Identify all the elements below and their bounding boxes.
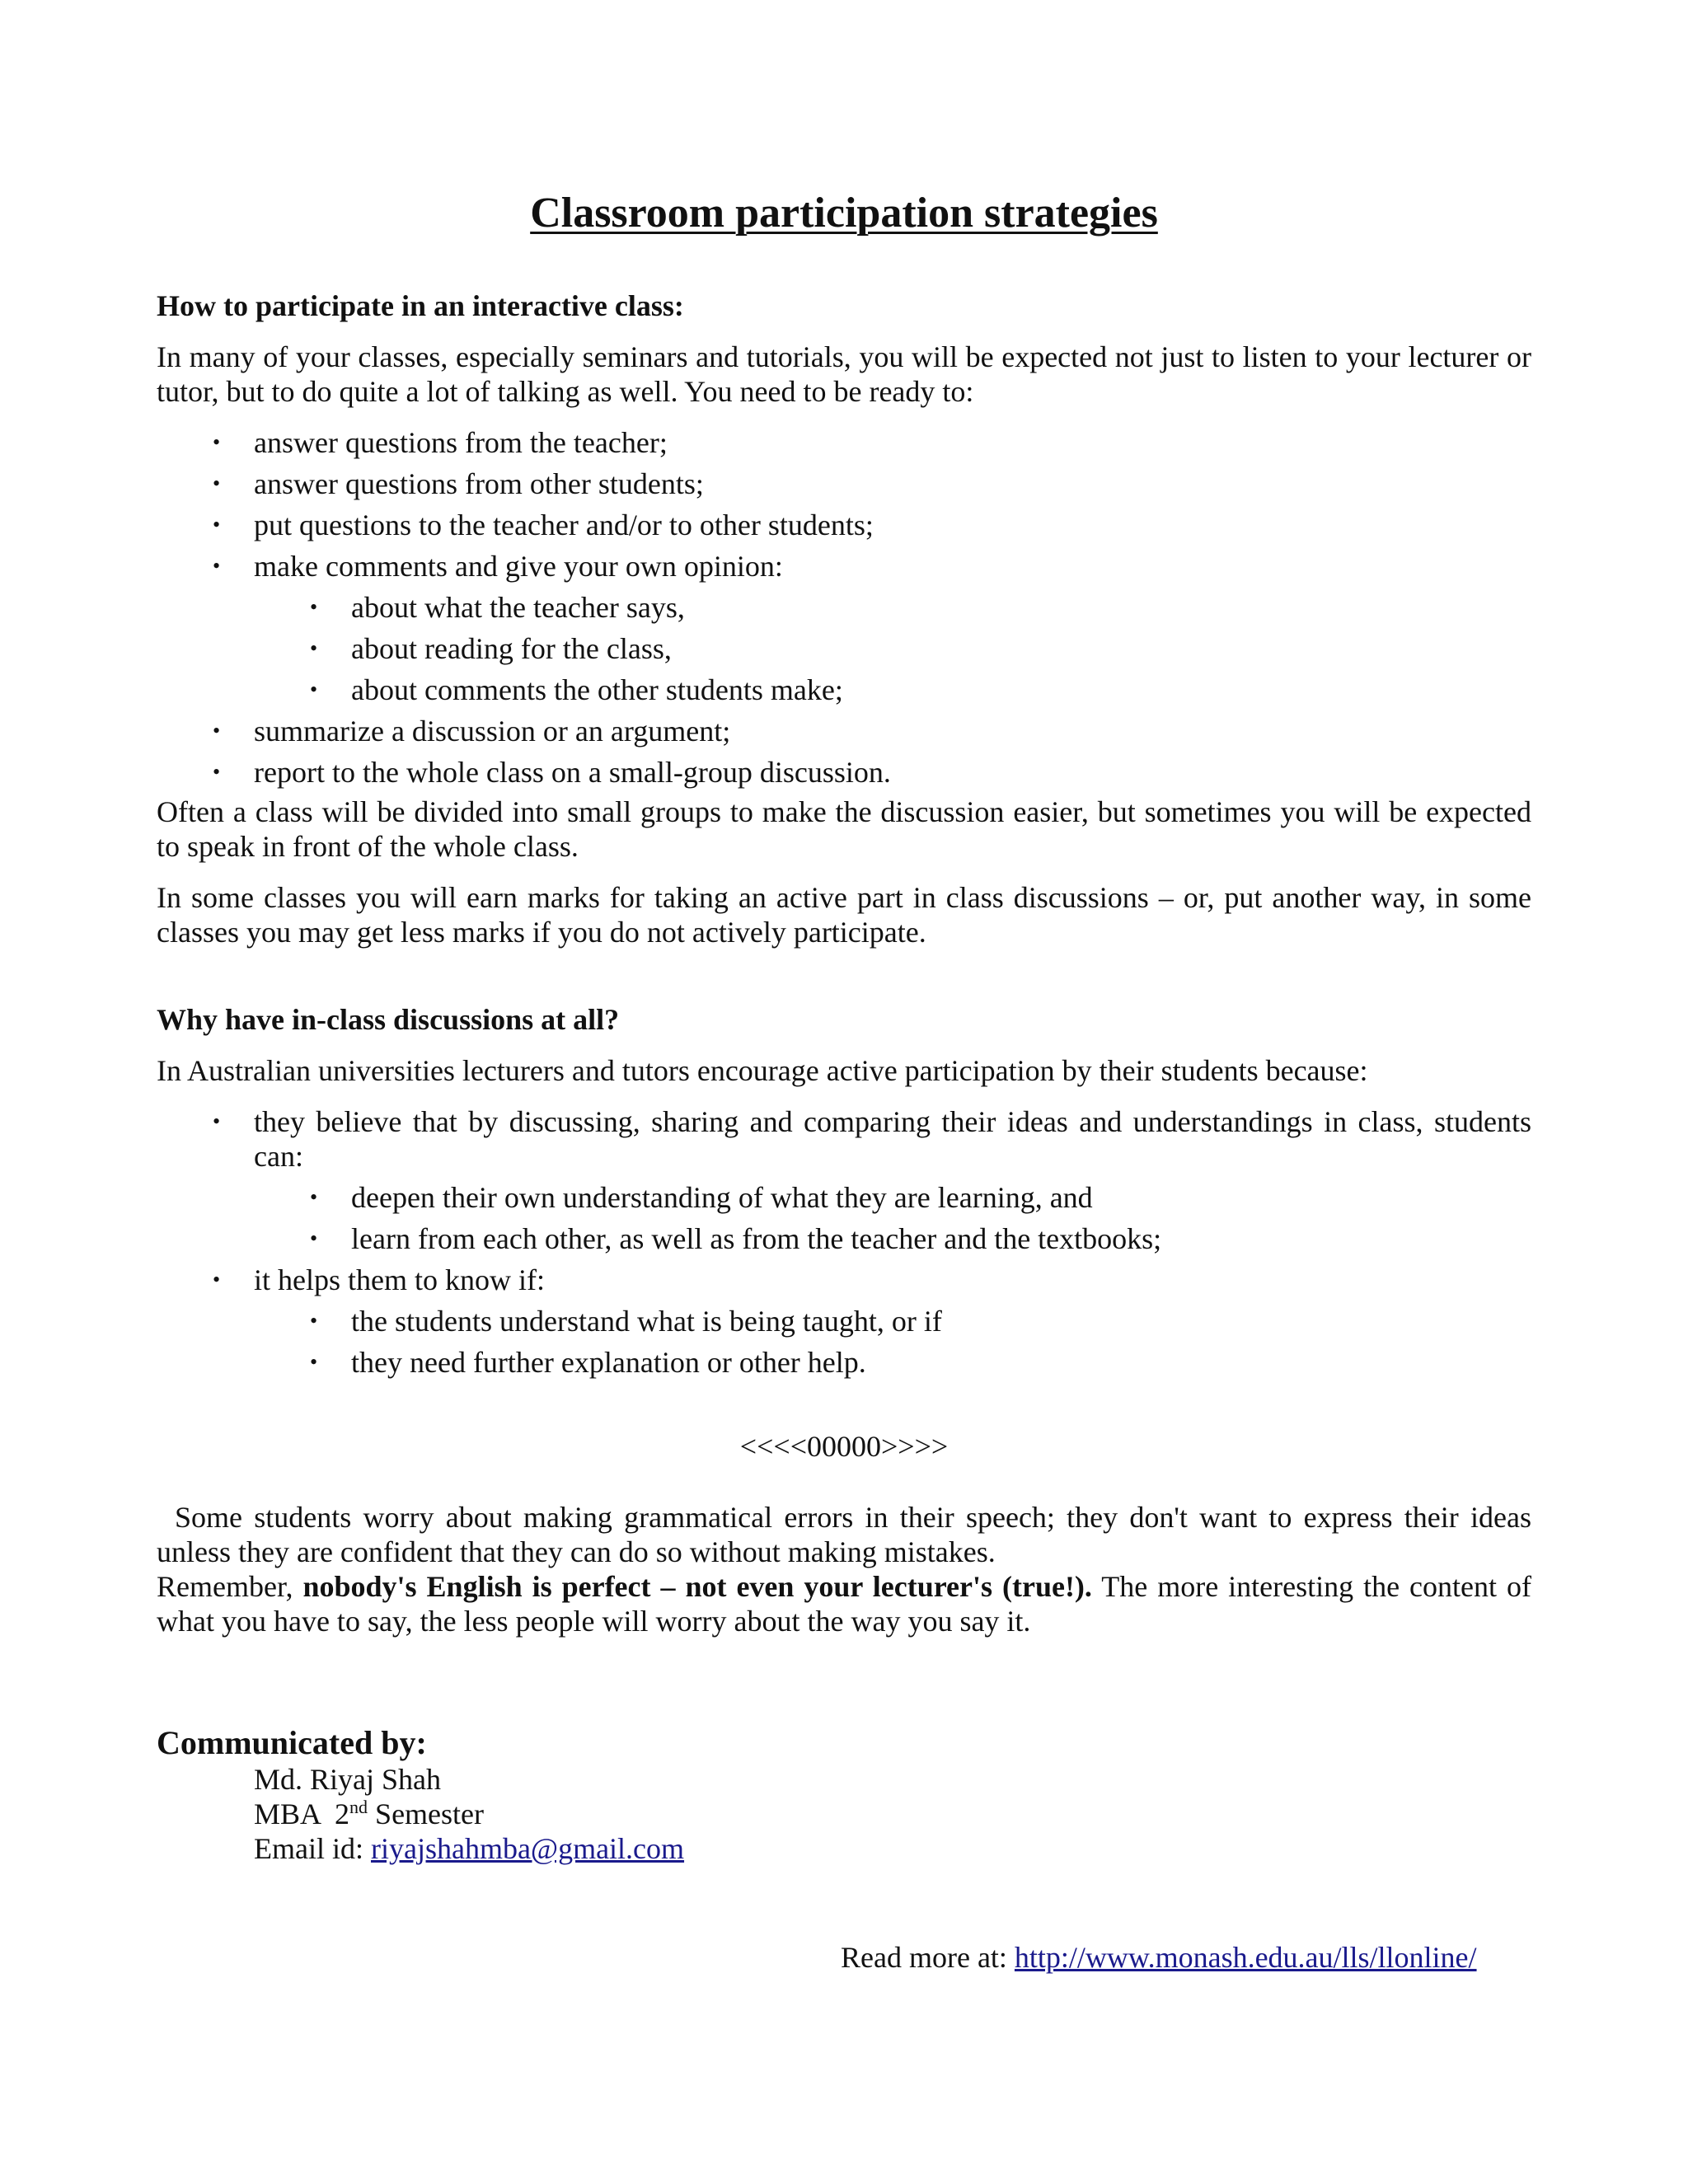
paragraph-groups: Often a class will be divided into small groups to make the discussion easier, but sometimes you will be expected to speak in front of the whole class. [157,795,1531,863]
read-more-label: Read more at: [841,1941,1015,1974]
list-item: • summarize a discussion or an argument; [213,715,731,748]
section-participate [157,288,1531,949]
sublist-item: • about reading for the class, [310,632,672,665]
author-details [157,1762,1531,1866]
closing-section [157,1500,1531,1638]
participate-list [157,425,1531,790]
sublist-item: • learn from each other, as well as from the teacher and the textbooks; [310,1222,1162,1255]
know-sublist [254,1304,1531,1380]
bullet-icon: • [310,1185,318,1209]
section-intro-why: In Australian universities lecturers and tutors encourage active participation by their students because: [157,1054,1368,1087]
bullet-icon: • [310,1350,318,1374]
read-more-link[interactable]: http://www.monash.edu.au/lls/llonline/ [1014,1941,1477,1974]
list-item: • make comments and give your own opinion: • about what the teacher says, • about reading for the class, • about comments the other students make; [157,549,1531,707]
bullet-icon: • [213,1109,221,1133]
sublist-item: • about what the teacher says, [310,591,685,624]
sublist-item: • the students understand what is being taught, or if [310,1305,942,1338]
bullet-icon: • [310,636,318,660]
section-heading-participate: How to participate in an interactive class: [157,289,684,322]
bullet-icon: • [213,471,221,495]
list-item: • they believe that by discussing, sharing and comparing their ideas and understandings in class, students can: • deepen their own understanding of what they are learning, and • learn from each other, as well as from the teacher and the textbooks; [213,1105,1531,1255]
section-heading-why: Why have in-class discussions at all? [157,1003,620,1036]
paragraph-remember: Remember, nobody's English is perfect – not even your lecturer's (true!). The more interesting the content of what you have to say, the less people will worry about the way you say it. [157,1570,1531,1638]
emphasis-text: nobody's English is perfect – not even your lecturer's (true!). [302,1570,1092,1603]
list-item: • it helps them to know if: • the students understand what is being taught, or if • they need further explanation or other help. [157,1263,1531,1380]
paragraph-worry: Some students worry about making grammatical errors in their speech; they don't want to express their ideas unless they are confident that they can do so without making mistakes. [157,1501,1531,1568]
list-item: • report to the whole class on a small-group discussion. [213,756,891,789]
section-why [157,1002,1531,1386]
bullet-icon: • [310,595,318,619]
sublist-item: • deepen their own understanding of what they are learning, and [310,1181,1093,1214]
list-item: • put questions to the teacher and/or to other students; [213,509,874,541]
email-link[interactable]: riyajshahmba@gmail.com [370,1832,685,1865]
communicated-heading: Communicated by: [157,1724,427,1761]
author-email: Email id: riyajshahmba@gmail.com [254,1832,685,1865]
bullet-icon: • [213,430,221,454]
separator-text: <<<<00000>>>> [739,1430,949,1463]
paragraph-marks: In some classes you will earn marks for taking an active part in class discussions – or, put another way, in some classes you may get less marks if you do not actively participate. [157,881,1531,949]
bullet-icon: • [213,719,221,743]
bullet-icon: • [310,1226,318,1250]
page-title: Classroom participation strategies [530,190,1158,237]
communicated-section [157,1724,1531,1866]
section-intro-participate: In many of your classes, especially seminars and tutorials, you will be expected not just to listen to your lecturer or tutor, but to do quite a lot of talking as well. You need to be ready to: [157,340,1531,408]
bullet-icon: • [213,760,221,784]
bullet-icon: • [213,513,221,537]
benefits-sublist [254,1180,1531,1256]
author-name: Md. Riyaj Shah [254,1763,442,1796]
sublist-item: • about comments the other students make; [310,673,843,706]
sublist-item: • they need further explanation or other help. [310,1346,866,1379]
why-list [157,1104,1531,1380]
read-more [157,1940,1531,1975]
list-item: • answer questions from the teacher; [213,426,668,459]
opinion-sublist [254,590,1531,707]
bullet-icon: • [213,1268,221,1291]
bullet-icon: • [213,554,221,578]
list-item: • answer questions from other students; [213,467,704,500]
author-program: MBA 2nd Semester [254,1797,485,1830]
bullet-icon: • [310,677,318,701]
bullet-icon: • [310,1309,318,1333]
